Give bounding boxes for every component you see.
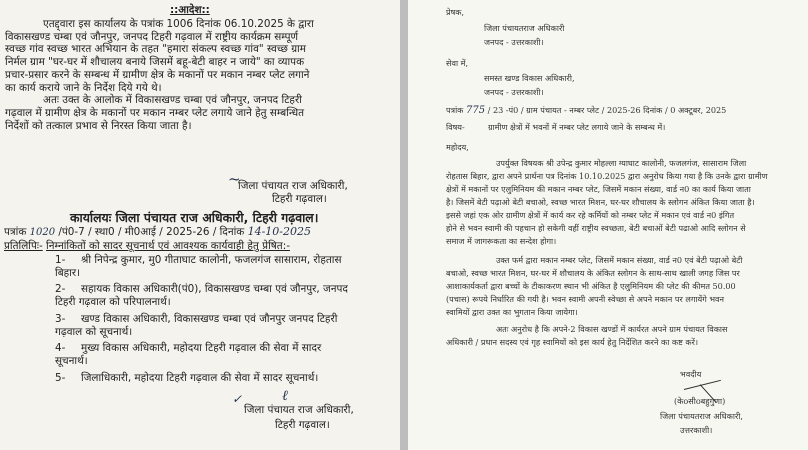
para-line: समाज में जागरूकता का सन्देश होगा। [446,236,557,246]
patrank-label: पत्रांक [4,226,27,238]
patrank-value: /पं0-7 / स्था0 / मी0आई / 2025-26 / दिनांक [58,226,245,238]
pratilipi-label: प्रतिलिपिः- [4,240,43,252]
order-line: गढ़वाल में ग्रामीण क्षेत्र के मकानों पर मकान नम्बर प्लेट लगाये जाने हेतु सम्बन्धित [5,106,305,119]
list-item [55,342,400,367]
para-line: उक्त फर्म द्वारा मकान नम्बर प्लेट, जिसमें मकान संख्या, वार्ड न0 एवं बेटी पढ़ाओ बेटी [496,255,743,265]
salutation: महोदय, [446,142,469,152]
officer-designation: जिला पंचायत राज अधिकारी, [238,180,348,192]
recipient-list [55,254,400,384]
left-document [0,0,400,450]
sender-district: जनपद - उत्तरकाशी। [484,37,544,47]
order-line: प्रचार-प्रसार करने के सम्बन्ध में ग्रामीण क्षेत्र के मकानों पर मकान नम्बर प्लेट लगाने [5,68,310,81]
para-line: है। जिसमें बेटी पढ़ाओ बेटी बचाओ, स्वच्छ भारत मिशन, घर-घर शौचालय के स्लोगन अंकित किया जाता है। [446,197,755,207]
para-line: स्वामियों द्वारा उक्त का भुगतान किया जायेगा। [446,307,578,317]
letter-para-2 [446,254,801,319]
recipient-line: मुख्य विकास अधिकारी, महोदया टिहरी गढ़वाल की सेवा में सादर [81,342,322,355]
letter-para-3 [446,323,801,349]
para-line: आशाकार्यकर्ता द्वारा बच्चों के टीकाकरण स्थान भी अंकित है एलुमिनियम की प्लेट की कीमत 50.00 [446,281,736,291]
patrank-handwritten-number: 1020 [29,227,56,238]
recipient-line: खण्ड विकास अधिकारी, विकासखण्ड चम्बा एवं जौनपुर जनपद टिहरी [81,312,338,325]
patrank-handwritten-number: 775 [465,105,486,116]
order-heading: ::आदेश:: [170,4,210,16]
subject-label: विषय- [446,122,465,132]
recipient-label: सेवा में, [446,58,469,68]
office-heading: कार्यालयः जिला पंचायत राज अधिकारी, टिहरी गढ़वाल। [70,210,319,225]
para-line: उपर्युक्त विषयक श्री उपेन्द्र कुमार मोहल्ला ग्याघाट कालोनी, फजलगंज, सासाराम जिला [496,158,747,168]
officer-district: टिहरी गढ़वाल। [275,419,330,431]
signature-scribble: ℓ [282,388,288,404]
recipient-line: श्री निपेन्द्र कुमार, मु0 गीताघाट कालोनी, फजलगंज सासाराम, रोहतास [81,254,342,266]
recipient-number: 3- [55,312,66,325]
signatory-district: उत्तरकाशी। [680,425,713,435]
recipient-line: टिहरी गढ़वाल को परिपालनार्थ। [55,296,171,309]
recipient-line: सहायक विकास अधिकारी(पं0), विकासखण्ड चम्बा एवं जौनपुर, जनपद [81,283,348,296]
order-line: निर्मल ग्राम "घर-घर में शौचालय बनाये जिसमें बहू-बेटी बाहर न जाये" का व्यापक [5,56,305,69]
signature-scribble: ~ [228,170,241,188]
signature-scribble: ✓ [232,392,243,406]
order-line: का कार्य कराये जाने के निर्देश दिये गये थे। [5,81,162,94]
recipient-line: जिलाधिकारी, महोदया टिहरी गढ़वाल की सेवा में सादर सूचनार्थ। [81,371,319,384]
pratilipi-line [4,240,290,253]
recipient-name: समस्त खण्ड विकास अधिकारी, [484,73,575,83]
recipient-line: सूचनार्थ। [55,354,88,367]
recipient-number: 2- [55,283,66,296]
right-document [408,0,808,450]
pratilipi-text: निम्नांकितों को सादर सूचनार्थ एवं आवश्यक कार्यवाही हेतु प्रेषित:- [46,240,290,252]
order-line: निर्देशों को तत्काल प्रभाव से निरस्त किया जाता है। [5,119,192,132]
order-line: एतद्द्वारा इस कार्यालय के पत्रांक 1006 दिनांक 06.10.2025 के द्वारा [43,18,314,30]
sender-name: जिला पंचायतराज अधिकारी [484,23,565,33]
para-line: बचाओ, स्वच्छ भारत मिशन, घर-घर में शौचालय के अंकित स्लोगन के साथ-साथ खाली जगह जिस पर [446,268,740,278]
para-line: अतः अनुरोध है कि अपने-2 विकास खण्डों में कार्यरत अपने ग्राम पंचायत विकास [496,324,728,334]
closing-bhavadiya: भवदीय [680,369,702,379]
patrank-prefix: पत्रांक [446,105,464,115]
para-line: होने से भवन स्वामी की पहचान हो सकेगी वहीं राष्ट्रीय स्वच्छता, बेटी बचाओं बेटी पढाओ आदि स्लोगन से [446,223,746,233]
list-item [55,313,400,338]
recipient-line: बिहार। [55,266,81,279]
order-body [5,18,400,132]
list-item [55,254,400,279]
order-line: स्वच्छ गांव स्वच्छ भारत अभियान के तहत "हमारा संकल्प स्वच्छ गांव" स्वच्छ ग्राम [5,43,306,56]
para-line: इससे जहां एक ओर ग्रामीण क्षेत्रों में कार्य कर रहे कर्मियों को नम्बर प्लेट में मकान एवं वार्ड न0 इंगित [446,210,735,220]
signatory-designation: जिला पंचायतराज अधिकारी, [660,411,743,421]
signatory-name: (केoसीoबहुगुणा) [674,396,726,406]
subject-text: ग्रामीण क्षेत्रों में भवनों में नम्बर प्लेट लगाये जाने के सम्बन्ध में। [488,122,666,132]
list-item [55,372,400,385]
officer-designation: जिला पंचायत राज अधिकारी, [244,404,354,416]
recipient-number: 4- [55,342,66,355]
para-line: क्षेत्रों में मकानों पर एलुमिनियम की मकान नम्बर प्लेट, जिसमें मकान संख्या, वार्ड न0 का कार्य किया जाता [446,184,751,194]
patrank-line [446,104,726,117]
para-line: (पचास) रूपये निर्धारित की गयी है। भवन स्वामी अपनी स्वेच्छा से अपने मकान पर लगायेंगे भवन [446,294,725,304]
letter-para-1 [446,157,801,248]
para-line: अधिकारी / प्रधान सदस्य एवं गृह स्वामियों को इस कार्य हेतु निर्देशित करने का कष्ट करें। [446,337,699,347]
recipient-district: जनपद - उत्तरकाशी। [484,87,544,97]
recipient-number: 5- [55,371,66,384]
order-line: अतः उक्त के आलोक में विकासखण्ड चम्बा एवं जौनपुर, जनपद टिहरी [43,94,302,107]
officer-district: टिहरी गढ़वाल। [272,193,327,205]
patrank-text: / 23 -पं0 / ग्राम पंचायत - नम्बर प्लेट / 2025-26 दिनांक / 0 अक्टूबर, 2025 [487,105,727,115]
recipient-number: 1- [55,254,66,266]
patrank-line [4,226,311,240]
list-item [55,283,400,308]
recipient-line: गढ़वाल को सूचनार्थ। [55,325,133,338]
sender-label: प्रेषक, [446,7,465,17]
para-line: रोहतास बिहार, द्वारा अपने प्रार्थना पत्र दिनांक 10.10.2025 द्वारा अनुरोध किया गया है कि उनके द्वारा ग्रामीण [446,171,768,181]
handwritten-date: 14-10-2025 [247,225,311,238]
order-line: विकासखण्ड चम्बा एवं जौनपुर, जनपद टिहरी गढ़वाल में राष्ट्रीय कार्यक्रम सम्पूर्ण [5,30,299,43]
